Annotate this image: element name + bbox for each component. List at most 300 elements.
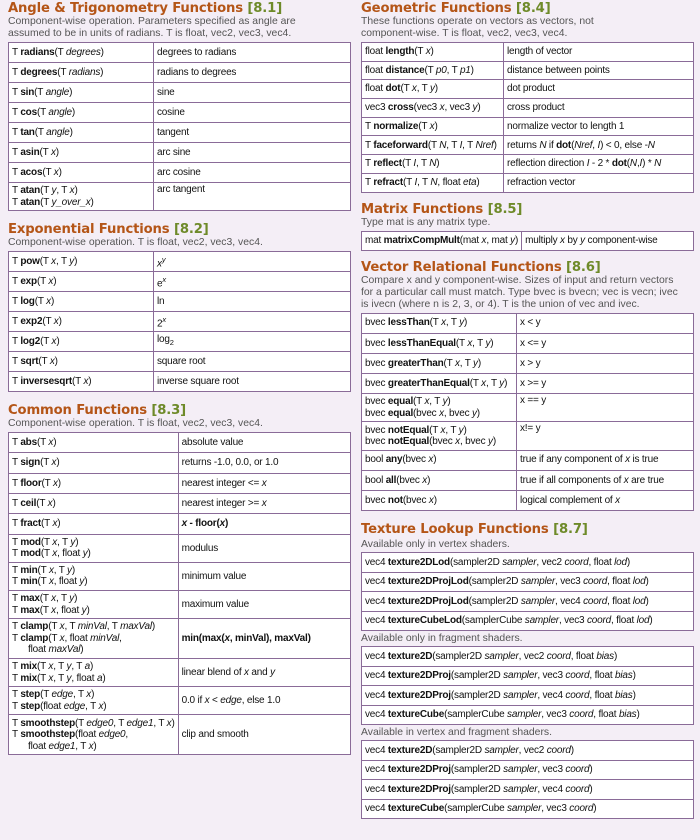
text-run: , float (607, 576, 633, 588)
text-run: T (12, 477, 21, 489)
text-run: T (365, 158, 374, 170)
signature-line (365, 596, 690, 608)
text-run: bvec (365, 396, 388, 408)
table-row (362, 760, 694, 780)
text-run: , vec2 (518, 650, 547, 662)
text-run: T (12, 375, 21, 387)
text-run: ) (490, 337, 494, 349)
text-run: x (51, 255, 56, 267)
text-run: (float (74, 729, 99, 741)
section-title-text: Exponential Functions (8, 222, 170, 238)
text-run: , float (611, 615, 637, 627)
text-run: x (52, 536, 58, 548)
signature-line (12, 633, 175, 645)
function-signature (9, 562, 179, 590)
text-run: true if any component of (520, 454, 626, 466)
text-run: , (636, 158, 640, 170)
function-name: mix (20, 661, 37, 673)
text-run: < (209, 695, 221, 707)
text-run: y (161, 254, 166, 264)
text-run: sampler (502, 556, 537, 568)
function-name: mix (20, 672, 37, 684)
signature-line (365, 615, 690, 627)
text-run: sampler (507, 803, 542, 815)
text-run: bvec (365, 357, 388, 369)
text-run: , vec2 (536, 556, 565, 568)
section-title-text: Vector Relational Functions (361, 259, 562, 275)
function-signature (362, 666, 694, 686)
text-run: bvec (365, 424, 388, 436)
function-name: matrixCompMult (383, 234, 460, 246)
text-run: y (473, 357, 478, 369)
text-run: coord (565, 689, 590, 701)
text-run: maxVal (48, 644, 81, 656)
function-signature (362, 572, 694, 592)
text-run: , mat (486, 234, 511, 246)
function-name: acos (20, 166, 43, 178)
text-run: cosine (157, 106, 185, 118)
text-run: nearest integer <= (181, 477, 262, 489)
table-row (362, 470, 694, 490)
section-number: [8.6] (565, 259, 601, 275)
table-row (362, 43, 694, 62)
function-name: sqrt (20, 355, 39, 367)
signature-line (365, 764, 690, 776)
text-run: x < y (520, 317, 541, 329)
text-run: , else 1.0 (241, 695, 281, 707)
signature-line (365, 745, 690, 757)
text-run: T (365, 120, 374, 132)
text-run: , float (593, 709, 619, 721)
function-description (154, 272, 351, 292)
signature-line (12, 316, 150, 328)
function-name: greaterThanEqual (387, 377, 470, 389)
function-signature (9, 715, 179, 755)
text-run: (sampler2D (450, 783, 504, 795)
text-run: (samplerCube (444, 803, 508, 815)
text-run: (sampler2D (450, 670, 504, 682)
signature-line (12, 498, 175, 510)
text-run: (T (40, 548, 53, 560)
text-run: component-wise (584, 234, 658, 246)
text-run: (vec3 (413, 102, 440, 114)
text-run: ) (71, 564, 75, 576)
signature-line (365, 784, 690, 796)
function-signature (362, 760, 694, 780)
function-signature (9, 687, 179, 715)
text-run: coord (565, 783, 590, 795)
function-name: mod (20, 536, 41, 548)
text-run: ) (89, 661, 94, 673)
text-run: , T (459, 357, 474, 369)
text-run: edge1 (48, 740, 76, 752)
signature-line (12, 576, 175, 588)
signature-line (365, 576, 690, 588)
text-run: if (546, 139, 557, 151)
text-run: y (69, 593, 75, 605)
text-run: ) (75, 536, 79, 548)
text-run: sampler (503, 670, 538, 682)
signature-line (365, 690, 690, 702)
description-line: is ivecn (where n is 2, 3, or 4). T is the union of vec and ivec. (361, 298, 640, 310)
text-run: coord (546, 744, 571, 756)
text-run: (sampler2D (432, 650, 485, 662)
text-run: , T (153, 717, 167, 729)
text-run: ) (74, 255, 78, 267)
text-run: tangent (157, 126, 189, 138)
text-run: I (639, 158, 643, 170)
text-run: T (12, 632, 21, 644)
function-name: , minVal), maxVal) (229, 632, 311, 644)
table-row (362, 592, 694, 612)
signature-line (12, 593, 175, 605)
signature-line (12, 718, 175, 730)
function-signature (362, 80, 504, 99)
text-run: ) (171, 717, 175, 729)
text-run: T (12, 437, 21, 449)
text-run: , T (416, 83, 430, 95)
text-run: x (224, 632, 230, 644)
text-run: ) (626, 556, 631, 568)
text-run: , float (588, 556, 615, 568)
function-signature (362, 647, 694, 667)
text-run: (T (39, 255, 52, 267)
text-run: x <= y (520, 337, 547, 349)
text-run: T (12, 661, 21, 673)
function-name: log (20, 295, 35, 307)
text-run: x (467, 337, 473, 349)
text-run: x (481, 377, 486, 389)
text-run: y (488, 436, 493, 448)
text-run: (T (429, 424, 441, 436)
signature-line (12, 729, 175, 741)
table-row (9, 562, 351, 590)
function-description (504, 136, 694, 155)
table-row (9, 183, 351, 211)
text-run: y (510, 234, 515, 246)
text-run: , bvec (459, 436, 489, 448)
text-run: y (458, 424, 464, 436)
table-row (362, 666, 694, 686)
function-name: texture2DLod (387, 556, 450, 568)
function-description (178, 715, 350, 755)
table-row (9, 514, 351, 534)
text-run: coord (587, 615, 612, 627)
function-description (154, 183, 351, 211)
function-signature (9, 514, 179, 534)
text-run: T (12, 700, 21, 712)
text-run: x (204, 695, 210, 707)
text-run: x (52, 477, 58, 489)
text-run: sampler (484, 650, 519, 662)
text-run: ) (589, 764, 593, 776)
description-line: These functions operate on vectors as vectors, not (361, 16, 594, 27)
signature-line (12, 701, 175, 713)
table-row (362, 313, 694, 333)
text-run: (T (424, 64, 436, 76)
text-run: (T (469, 377, 482, 389)
text-run: (sampler2D (449, 556, 503, 568)
function-description (178, 534, 350, 562)
text-run: x (454, 357, 460, 369)
text-run: , T (53, 564, 68, 576)
text-run: bvec (365, 407, 388, 419)
function-signature (9, 83, 154, 103)
description-line: Component-wise operation. T is float, vec2, vec3, vec4. (8, 418, 263, 430)
text-run: bias (615, 689, 633, 701)
function-name: greaterThan (387, 357, 444, 369)
function-description (154, 103, 351, 123)
function-description (517, 422, 694, 450)
table-row (9, 163, 351, 183)
text-run: T (12, 536, 21, 548)
signature-line (365, 140, 500, 152)
text-run: x (51, 604, 56, 616)
signature-line (12, 565, 175, 577)
description-line: Component-wise operation. Parameters specified as angle are (8, 16, 296, 27)
signature-line (365, 651, 690, 663)
section-title-text: Matrix Functions (361, 201, 484, 217)
function-description (154, 43, 351, 63)
table-row (9, 252, 351, 272)
text-run: true if all components of (520, 474, 624, 486)
text-run: x (559, 234, 565, 246)
text-run: , T (113, 717, 127, 729)
text-run: ) (71, 106, 75, 118)
text-run: T (12, 315, 21, 327)
function-signature (9, 183, 154, 211)
function-name: distance (385, 64, 425, 76)
signature-line (365, 408, 513, 420)
function-name: textureCube (387, 803, 445, 815)
text-run: modulus (181, 542, 218, 554)
text-run: bias (615, 670, 633, 682)
text-run: , T (71, 661, 85, 673)
text-run: T (12, 672, 21, 684)
text-run: bias (596, 650, 614, 662)
text-run: y (499, 377, 505, 389)
table-row (362, 117, 694, 136)
function-name: floor (20, 477, 42, 489)
text-run: vec4 (365, 556, 388, 568)
text-run: (T (40, 457, 52, 469)
text-run: ) (69, 86, 73, 98)
text-run: N (647, 139, 655, 151)
text-run: ) (504, 377, 508, 389)
table-row (9, 534, 351, 562)
text-run: y (270, 666, 275, 678)
text-run: , T (55, 255, 70, 267)
text-run: edge0 (98, 729, 126, 741)
text-run: (T (57, 66, 69, 78)
text-run: x (47, 497, 53, 509)
table-row (9, 687, 351, 715)
table-row (362, 99, 694, 118)
text-run: reflection direction (507, 158, 587, 170)
text-run: edge1 (126, 717, 154, 729)
function-name: dot (556, 139, 572, 151)
text-run: (T (48, 621, 60, 633)
table-row (362, 231, 694, 250)
text-run: maxVal (120, 621, 152, 633)
signature-line (12, 644, 175, 656)
signature-line (12, 621, 175, 633)
text-run: (float (40, 700, 64, 712)
text-run: vec3 (365, 102, 388, 114)
text-run: x!= y (520, 423, 541, 435)
text-run: vec4 (365, 744, 388, 756)
text-run: coord (546, 650, 571, 662)
function-description (154, 163, 351, 183)
text-run: ) (100, 46, 104, 58)
signature-line (12, 127, 150, 139)
function-description (178, 659, 350, 687)
function-name: cos (20, 106, 37, 118)
table-row (9, 619, 351, 659)
text-run: mat (365, 234, 384, 246)
text-run: x (261, 497, 267, 509)
function-description (154, 292, 351, 312)
signature-line (365, 338, 513, 350)
text-run: maximum value (181, 598, 250, 610)
text-run: , vec3 (541, 709, 570, 721)
function-description (522, 231, 694, 250)
function-signature (362, 741, 694, 761)
text-run: x (49, 355, 55, 367)
function-name: equal (387, 396, 414, 408)
text-run: T (12, 46, 21, 58)
function-name: log2 (20, 335, 41, 347)
signature-line (365, 102, 500, 114)
text-run: , vec4 (537, 783, 566, 795)
text-run: T (12, 295, 21, 307)
section-title-text: Geometric Functions (361, 1, 512, 16)
text-run: (T (403, 176, 415, 188)
section-texture-lookup (361, 521, 694, 819)
text-run: vec4 (365, 764, 388, 776)
table-row (9, 312, 351, 332)
text-run: , bvec (443, 407, 472, 419)
text-run: edge (63, 700, 86, 712)
function-signature (362, 780, 694, 800)
section-number: [8.5] (487, 201, 523, 217)
function-name: ) (225, 518, 229, 530)
text-run: x (422, 474, 428, 486)
table-row (362, 611, 694, 631)
text-run: ) (447, 396, 451, 408)
function-name: inversesqrt (20, 375, 73, 387)
text-run: , T (429, 396, 443, 408)
text-run: y (51, 185, 57, 197)
function-signature (362, 374, 517, 394)
section-title (361, 259, 694, 275)
text-run: bvec (365, 377, 388, 389)
text-run: x (83, 375, 89, 387)
text-run: y (471, 407, 477, 419)
table-row (362, 333, 694, 353)
text-run: T (12, 593, 21, 605)
table-row (9, 292, 351, 312)
text-run: ) (433, 454, 437, 466)
function-name: ( (216, 518, 220, 530)
function-table (361, 646, 694, 725)
text-run: ) (53, 275, 57, 287)
function-description (504, 173, 694, 192)
section-common (8, 402, 351, 755)
function-signature (9, 123, 154, 143)
text-run: ) (56, 335, 60, 347)
text-run: x (48, 661, 54, 673)
description-line: for a particular call must match. Type bvec is bvecn; vec is vecn; ivec (361, 286, 678, 298)
text-run: (T (400, 83, 412, 95)
text-run: , T (72, 689, 87, 701)
text-run: lod (636, 615, 650, 627)
signature-line (365, 475, 513, 487)
signature-line (12, 673, 175, 685)
text-run: sampler (484, 744, 519, 756)
text-run: , T (64, 621, 78, 633)
signature-line (12, 147, 150, 159)
text-run: ) (84, 576, 88, 588)
signature-line (12, 87, 150, 99)
text-run: (T (429, 317, 442, 329)
left-column (8, 0, 351, 755)
description-line: Type mat is any matrix type. (361, 216, 491, 228)
table-row (362, 686, 694, 706)
text-run: x (52, 518, 58, 530)
text-run: I (414, 176, 418, 188)
text-run: T (12, 548, 21, 560)
table-row (362, 572, 694, 592)
function-name: radians (20, 46, 55, 58)
table-row (362, 705, 694, 725)
text-run: (T (443, 357, 455, 369)
text-run: T (12, 275, 21, 287)
description-line: Compare x and y component-wise. Sizes of input and return vectors (361, 274, 674, 286)
text-run: , T (462, 139, 476, 151)
function-description (517, 374, 694, 394)
function-signature (9, 619, 179, 659)
function-signature (9, 252, 154, 272)
text-run: , T (445, 317, 460, 329)
table-row (9, 83, 351, 103)
text-run: vec4 (365, 803, 388, 815)
function-table (361, 231, 694, 251)
function-signature (362, 592, 694, 612)
text-run: eta (463, 176, 477, 188)
text-run: I (459, 139, 463, 151)
text-run: nearest integer >= (181, 497, 262, 509)
text-run: x (411, 83, 417, 95)
table-row (362, 741, 694, 761)
function-signature (362, 611, 694, 631)
section-title-text: Common Functions (8, 403, 147, 419)
function-name: texture2D (387, 650, 433, 662)
function-signature (9, 143, 154, 163)
text-run: ) (477, 102, 481, 114)
text-run: linear blend of (181, 666, 244, 678)
text-run: (bvec (429, 436, 456, 448)
text-run: coord (565, 764, 590, 776)
text-run: logical complement of (520, 494, 616, 506)
section-number: [8.7] (553, 522, 588, 538)
text-run: coord (569, 803, 594, 815)
signature-line (12, 689, 175, 701)
text-run: is true (629, 454, 659, 466)
function-description (154, 352, 351, 372)
text-run: (T (36, 437, 49, 449)
signature-line (12, 47, 150, 59)
